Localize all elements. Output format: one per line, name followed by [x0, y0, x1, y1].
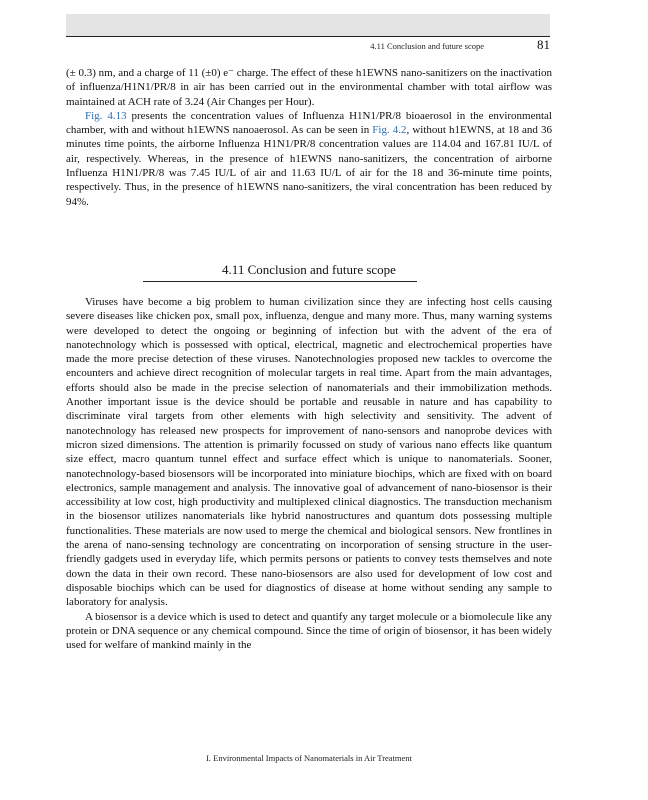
figure-discussion-paragraph [66, 109, 552, 209]
page-number: 81 [537, 37, 550, 52]
footer-part-title: I. Environmental Impacts of Nanomaterials in Air Treatment [206, 753, 412, 763]
figure-link-4-2[interactable]: Fig. 4.2 [372, 124, 407, 137]
paragraph-text-segment: presents the concentration values of Influenza H1N1/PR/8 bioaerosol in the environmental chamber, with and without h1EWNS nanoaerosol. As can be seen in [66, 109, 552, 137]
paragraph-text-segment: , without h1EWNS, at 18 and 36 minutes time points, the airborne Influenza H1N1/PR/8 concentration values are 114.04 and 167.81 IU/L of air, respectively. Whereas, in the presence of h1EWNS nano-sanitizers, the concentration of airborne Influenza H1N1/PR/8 was 7.45 IU/L of air and 11.63 IU/L of air for the 18 and 36-minute time points, respectively. Thus, in the presence of h1EWNS nano-sanitizers, the viral concentration has been reduced by 94%. [66, 124, 552, 208]
section-heading-container [66, 261, 552, 279]
header-rule [66, 36, 550, 37]
continued-paragraph: (± 0.3) nm, and a charge of 11 (±0) e⁻ charge. The effect of these h1EWNS nano-sanitizers on the inactivation of influenza/H1N1/PR/8 in air has been carried out in the environmental chamber with total airflow was maintained at ACH rate of 3.24 (Air Changes per Hour). [66, 67, 552, 108]
header-band [66, 14, 550, 36]
figure-link-4-13[interactable]: Fig. 4.13 [85, 109, 127, 122]
biosensor-paragraph: A biosensor is a device which is used to detect and quantify any target molecule or a biomolecule like any protein or DNA sequence or any chemical compound. Since the time of origin of biosensor, it has been widely used for welfare of mankind mainly in the [66, 610, 552, 652]
continued-text-block [66, 66, 552, 209]
section-body [66, 295, 552, 652]
section-heading: 4.11 Conclusion and future scope [222, 262, 396, 277]
running-head: 4.11 Conclusion and future scope [370, 41, 484, 51]
conclusion-paragraph: Viruses have become a big problem to human civilization since they are infecting host cells causing severe diseases like chicken pox, small pox, influenza, dengue and many more. Thus, many warning systems were developed to detect the ongoing or beginning of infection but with the advent of the era of nanotechnology which is possessed with optical, electrical, magnetic and electrochemical properties have made the more precise detection of these viruses. Nanotechnologies proposed new tackles to overcome the encounters and achieve direct recognition of molecular targets in real time. Apart from the main advantages, efforts should also be made in the precise selection of nanomaterials and their immobilization methods. Another important issue is the device should be portable and reusable in nature and has capability to discriminate viral targets from other elements with high selectivity and sensitivity. The advent of nanotechnology has released new prospects for improvement of nano-sensors and nanoprobe devices with micron sized dimensions. The attention is primarily focussed on study of various nano effects like quantum size effect, macro quantum tunnel effect and surface effect which is unique to nanomaterials. Sooner, nanotechnology-based biosensors will be incorporated into miniature biochips, which are fixed with on board electronics, sample management and analysis. The innovative goal of advancement of nano-biosensor is their accessibility at low cost, high productivity and multiplexed clinical diagnostics. The transduction mechanism in the biosensor utilizes nanomaterials like hybrid nanostructures and quantum dots possessing multiple functionalities. These materials are now used to merge the chemical and biological sensors. New frontlines in the arena of nano-sensing technology are concentrating on incorporation of sensing structure in the user-friendly gadgets used in everyday life, which permits persons or patients to convey tests themselves and note down the data in their own record. These nano-biosensors are also used for development of low cost and disposable biochips which can be used for diagnostics of disease at home without sending any sample to laboratory for analysis. [66, 296, 552, 609]
section-heading-rule [143, 281, 417, 282]
